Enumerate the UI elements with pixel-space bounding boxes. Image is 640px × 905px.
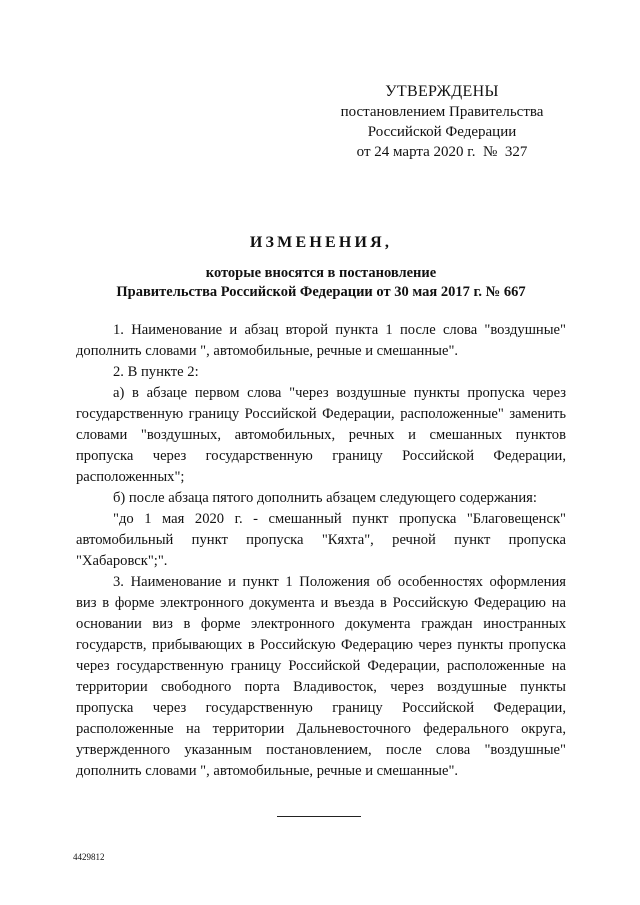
approval-line-2: Российской Федерации — [367, 124, 517, 140]
approval-line-1: постановлением Правительства — [340, 104, 544, 120]
document-title-block — [76, 232, 566, 302]
document-title: ИЗМЕНЕНИЯ, — [249, 234, 393, 251]
document-code: 4429812 — [73, 852, 105, 862]
paragraph-3: 3. Наименование и пункт 1 Положения об особенностях оформления виз в форме электронного документа и въезда в Российскую Федерацию на основании виз в форме электронного документа граждан иностранных государств, прибывающих в Российскую Федерацию через пункты пропуска через государственную границу Российской Федерации, расположенные на территории свободного порта Владивосток, через воздушные пункты пропуска через государственную границу Российской Федерации, расположенные на территории Дальневосточного федерального округа, утвержденного указанным постановлением, после слова "воздушные" дополнить словами ", автомобильные, речные и смешанные". — [76, 574, 566, 779]
approval-number: 327 — [504, 144, 528, 160]
document-subtitle-2: Правительства Российской Федерации от 30 мая 2017 г. № 667 — [116, 284, 526, 300]
approval-date-line — [322, 142, 562, 162]
document-body — [76, 320, 566, 782]
approval-number-sign: № — [483, 144, 498, 160]
document-subtitle-1: которые вносятся в постановление — [205, 265, 437, 281]
approval-stamp — [322, 82, 562, 162]
paragraph-1: 1. Наименование и абзац второй пункта 1 после слова "воздушные" дополнить словами ", автомобильные, речные и смешанные". — [76, 322, 566, 359]
approved-heading: УТВЕРЖДЕНЫ — [385, 83, 499, 100]
approval-date: от 24 марта 2020 г. — [356, 144, 476, 160]
paragraph-2b: б) после абзаца пятого дополнить абзацем следующего содержания: — [113, 490, 537, 506]
end-separator-line — [277, 816, 361, 817]
paragraph-2a: а) в абзаце первом слова "через воздушные пункты пропуска через государственную границу Российской Федерации, расположенные" заменить словами "воздушных, автомобильных, речных и смешанных пунктов пропуска через государственную границу Российской Федерации, расположенных"; — [76, 385, 566, 485]
paragraph-2b-quote: "до 1 мая 2020 г. - смешанный пункт пропуска "Благовещенск" автомобильный пункт пропуска "Кяхта", речной пункт пропуска "Хабаровск";". — [76, 511, 566, 569]
paragraph-2: 2. В пункте 2: — [113, 364, 199, 380]
